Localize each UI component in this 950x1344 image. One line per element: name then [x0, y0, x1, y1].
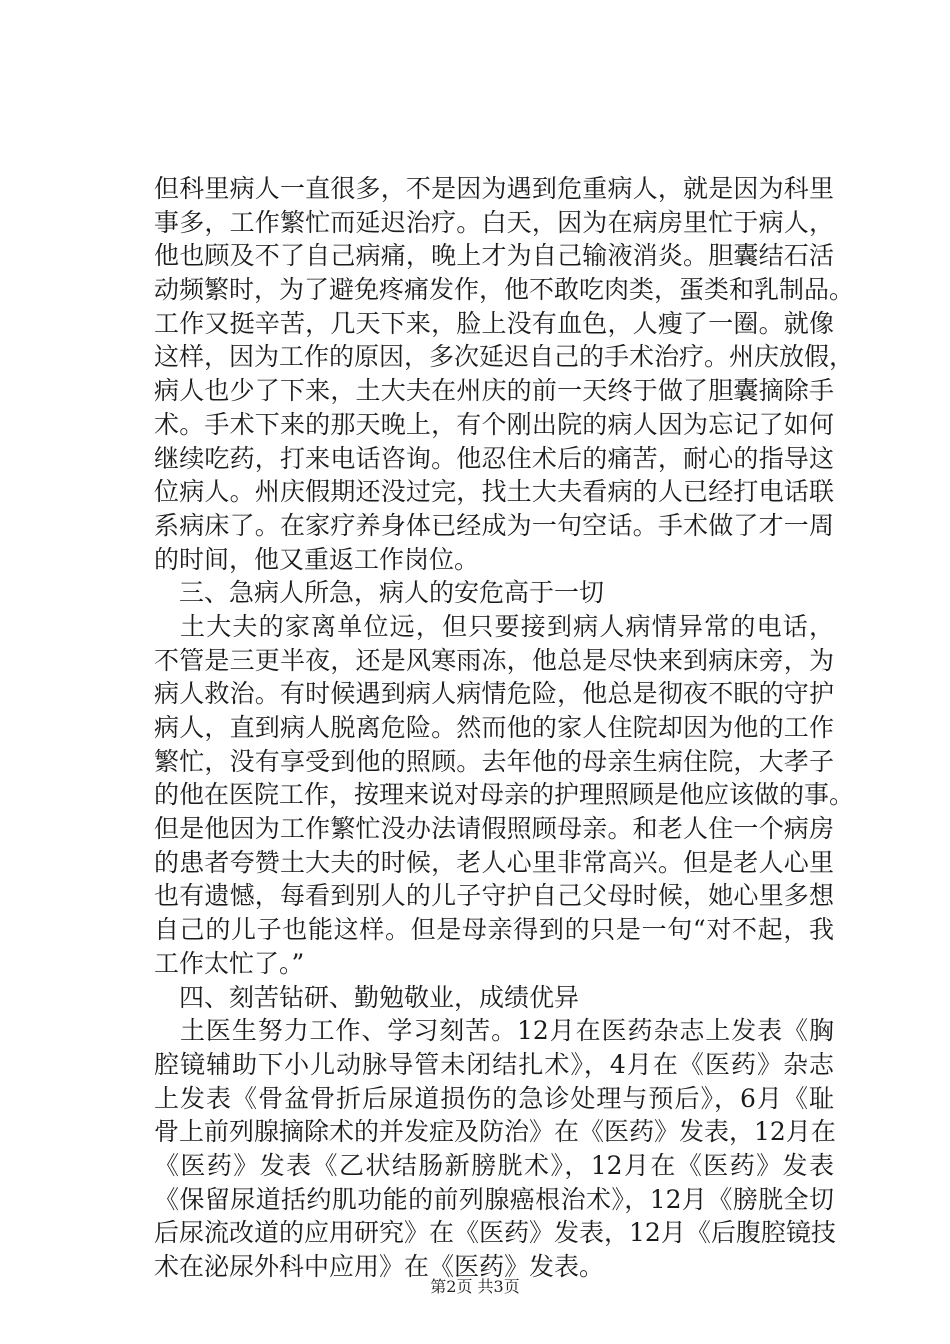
text-line-3: 他也顾及不了自己病痛，晚上才为自己输液消炎。胆囊结石活: [154, 241, 834, 271]
text-line-33: 术在泌尿外科中应用》在《医药》发表。: [154, 1252, 605, 1281]
section-heading-4: 四、刻苦钻研、勤勉敬业，成绩优异: [179, 982, 580, 1012]
text-line-23: 自己的儿子也能这样。但是母亲得到的只是一句“对不起，我: [154, 915, 834, 945]
text-line-2: 事多，工作繁忙而延迟治疗。白天，因为在病房里忙于病人，: [154, 207, 834, 237]
text-line-16: 病人救治。有时候遇到病人病情危险，他总是彻夜不眠的守护: [154, 679, 834, 709]
text-line-19: 的他在医院工作，按理来说对母亲的护理照顾是他应该做的事。: [154, 780, 855, 810]
text-line-5: 工作又挺辛苦，几天下来，脸上没有血色，人瘦了一圈。就像: [154, 308, 834, 338]
text-line-18: 繁忙，没有享受到他的照顾。去年他的母亲生病住院，大孝子: [154, 746, 834, 776]
text-line-14: 土大夫的家离单位远，但只要接到病人病情异常的电话，: [180, 611, 834, 641]
text-line-24: 工作太忙了。”: [154, 948, 305, 978]
section-heading-3: 三、急病人所急，病人的安危高于一切: [179, 578, 605, 608]
text-line-7: 病人也少了下来，土大夫在州庆的前一天终于做了胆囊摘除手: [154, 376, 834, 406]
document-body: [154, 172, 855, 1284]
text-line-8: 术。手术下来的那天晚上，有个刚出院的病人因为忘记了如何: [154, 409, 834, 439]
text-line-26: 土医生努力工作、学习刻苦。12月在医药杂志上发表《胸: [180, 1016, 834, 1046]
text-line-27: 腔镜辅助下小儿动脉导管未闭结扎术》，4月在《医药》杂志: [154, 1049, 834, 1079]
page-footer: 第2页 共3页: [430, 1277, 520, 1296]
text-line-17: 病人，直到病人脱离危险。然而他的家人住院却因为他的工作: [154, 713, 834, 742]
text-line-11: 系病床了。在家疗养身体已经成为一句空话。手术做了才一周: [154, 510, 834, 540]
text-line-20: 但是他因为工作繁忙没办法请假照顾母亲。和老人住一个病房: [154, 814, 834, 844]
text-line-12: 的时间，他又重返工作岗位。: [154, 544, 480, 574]
text-line-10: 位病人。州庆假期还没过完，找土大夫看病的人已经打电话联: [154, 477, 834, 507]
text-line-9: 继续吃药，打来电话咨询。他忍住术后的痛苦，耐心的指导这: [154, 443, 834, 473]
text-line-30: 《医药》发表《乙状结肠新膀胱术》，12月在《医药》发表: [154, 1150, 834, 1180]
text-line-31: 《保留尿道括约肌功能的前列腺癌根治术》，12月《膀胱全切: [154, 1184, 834, 1214]
text-line-15: 不管是三更半夜，还是风寒雨冻，他总是尽快来到病床旁，为: [154, 645, 834, 675]
text-line-28: 上发表《骨盆骨折后尿道损伤的急诊处理与预后》，6月《耻: [154, 1083, 834, 1113]
text-line-1: 但科里病人一直很多，不是因为遇到危重病人，就是因为科里: [154, 174, 834, 203]
text-line-32: 后尿流改道的应用研究》在《医药》发表，12月《后腹腔镜技: [154, 1218, 836, 1248]
text-line-29: 骨上前列腺摘除术的并发症及防治》在《医药》发表，12月在: [154, 1117, 836, 1147]
text-line-21: 的患者夸赞土大夫的时候，老人心里非常高兴。但是老人心里: [154, 847, 834, 877]
text-line-6: 这样，因为工作的原因，多次延迟自己的手术治疗。州庆放假，: [154, 342, 855, 372]
text-line-22: 也有遗憾，每看到别人的儿子守护自己父母时候，她心里多想: [154, 881, 834, 911]
text-line-4: 动频繁时，为了避免疼痛发作，他不敢吃肉类，蛋类和乳制品。: [154, 275, 855, 305]
